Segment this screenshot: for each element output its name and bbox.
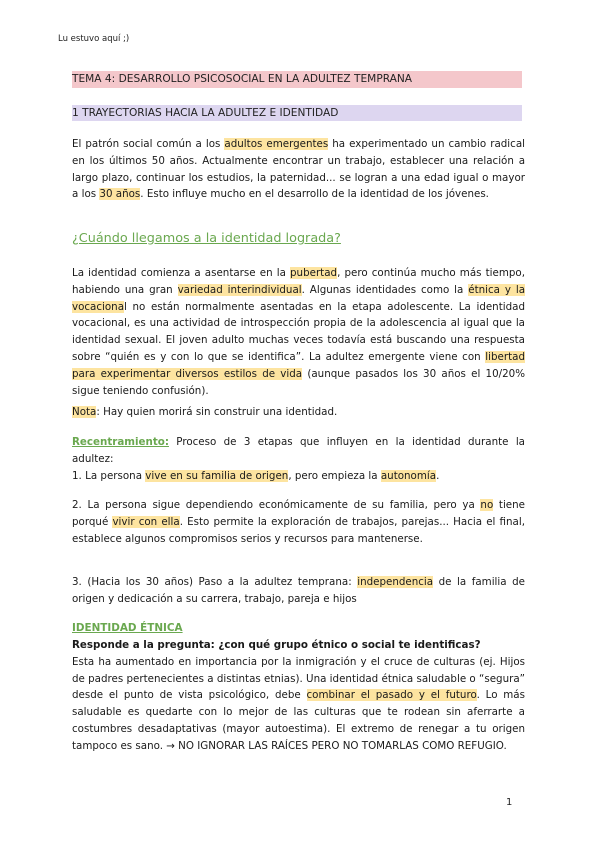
identity-paragraph: La identidad comienza a asentarse en la pubertad, pero continúa mucho más tiempo, habiendo una gran variedad interindividual. Algunas identidades como la étnica y la vocacional no están normalmente asentadas en la etapa adolescente. La identidad vocacional, es una actividad de introspección propia de la adolescencia al igual que la identidad sexual. El joven adulto muchas veces todavía está buscando una respuesta sobre “quién es y con lo que se identifica”. La adultez emergente viene con libertad para experimentar diversos estilos de vida (aunque pasados los 30 años el 10/20% sigue teniendo confusión). <box>72 267 526 397</box>
step3-paragraph: 3. (Hacia los 30 años) Paso a la adultez temprana: independencia de la familia de origen y dedicación a su carrera, trabajo, pareja e hijos <box>72 576 525 605</box>
section-title: 1 TRAYECTORIAS HACIA LA ADULTEZ E IDENTIDAD <box>72 105 522 121</box>
nota-paragraph: Nota: Hay quien morirá sin construir una identidad. <box>72 406 338 418</box>
etnica-heading: IDENTIDAD ÉTNICA <box>72 622 183 634</box>
highlight: pubertad <box>290 267 338 279</box>
header-note: Lu estuvo aquí ;) <box>58 34 130 44</box>
highlight: no <box>480 499 494 511</box>
highlight: vivir con ella <box>112 515 180 528</box>
recentramiento-label: Recentramiento: <box>72 436 169 448</box>
etnica-paragraph: Responde a la pregunta: ¿con qué grupo étnico o social te identificas? Esta ha aumentado en importancia por la inmigración y el cruce de culturas (ej. Hijos de padres pertenecientes a distintas etnias). Una identidad étnica saludable o “segura” desde el punto de vista psicológico, debe combinar el pasado y el futuro. Lo más saludable es quedarte con lo mejor de las culturas que te rodean sin aferrarte a costumbres desadaptativas (mayor autoestima). El extremo de renegar a tu origen tampoco es sano. → NO IGNORAR LAS RAÍCES PERO NO TOMARLAS COMO REFUGIO. <box>72 639 525 752</box>
highlight: autonomía <box>380 469 437 482</box>
highlight: independencia <box>357 576 434 588</box>
etnica-question: Responde a la pregunta: ¿con qué grupo étnico o social te identificas? <box>72 639 481 651</box>
page-title: TEMA 4: DESARROLLO PSICOSOCIAL EN LA ADULTEZ TEMPRANA <box>72 71 522 88</box>
highlight: combinar el pasado y el futuro <box>306 689 477 702</box>
highlight: adultos emergentes <box>224 138 329 150</box>
intro-paragraph: El patrón social común a los adultos emergentes ha experimentado un cambio radical en los últimos 50 años. Actualmente encontrar un trabajo, establecer una relación a largo plazo, continuar los estudios, la paternidad... se logran a una edad igual o mayor a los 30 años. Esto influye mucho en el desarrollo de la identidad de los jóvenes. <box>72 138 525 201</box>
highlight: vive en su familia de origen <box>145 469 289 482</box>
nota-label: Nota <box>72 406 97 418</box>
question-heading: ¿Cuándo llegamos a la identidad lograda? <box>72 231 341 246</box>
step2-paragraph: 2. La persona sigue dependiendo económicamente de su familia, pero ya no tiene porqué vivir con ella. Esto permite la exploración de trabajos, parejas... Hacia el final, establece algunos compromisos serios y recursos para mantenerse. <box>72 499 526 545</box>
highlight: variedad interindividual <box>177 283 302 296</box>
recentramiento-paragraph: Recentramiento: Proceso de 3 etapas que influyen en la identidad durante la adultez: 1. La persona vive en su familia de origen, pero empieza la autonomía. <box>72 436 525 482</box>
highlight: étnica y la vocaciona <box>72 283 526 313</box>
page-number: 1 <box>506 797 513 808</box>
highlight: 30 años <box>99 188 141 201</box>
highlight: libertad para experimentar diversos estilos de vida <box>72 350 525 380</box>
